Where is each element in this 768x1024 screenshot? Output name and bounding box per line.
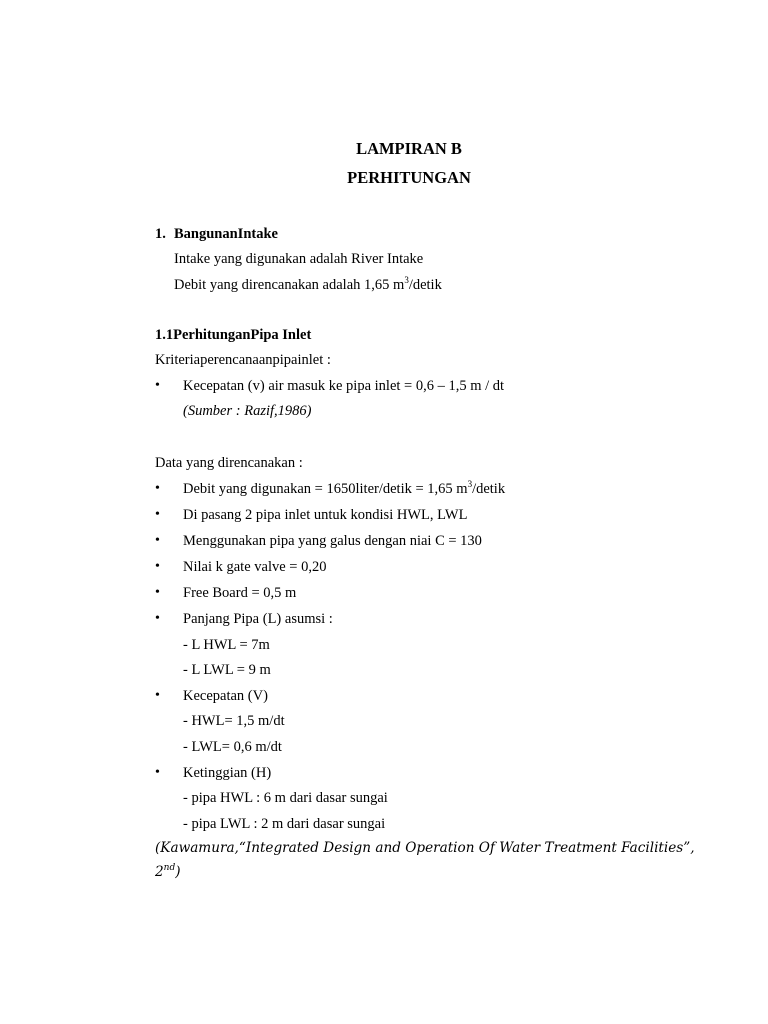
debit-used-text: Debit yang digunakan = 1650liter/detik = 1,65 $m^3$/detik [183, 479, 506, 497]
pipe-type-text: Menggunakan pipa yang galus dengan niai C = 130 [183, 533, 482, 549]
bullet-icon: • [155, 559, 160, 574]
pipe-length-label: Panjang Pipa (L) asumsi : [183, 611, 333, 627]
height-hwl: - pipa HWL : 6 m dari dasar sungai [183, 790, 388, 806]
bullet-icon: • [155, 533, 160, 548]
gate-valve-text: Nilai k gate valve = 0,20 [183, 559, 327, 575]
criteria-velocity-text: Kecepatan (v) air masuk ke pipa inlet = 0,6 – 1,5 m / dt [183, 378, 505, 394]
pipe-length-hwl: - L HWL = 7m [183, 637, 270, 653]
pipe-count-text: Di pasang 2 pipa inlet untuk kondisi HWL, LWL [183, 507, 468, 523]
bullet-icon: • [155, 481, 160, 496]
velocity-hwl: - HWL= 1,5 m/dt [183, 713, 285, 729]
free-board-text: Free Board = 0,5 m [183, 585, 297, 601]
velocity-lwl: - LWL= 0,6 m/dt [183, 739, 282, 755]
bullet-icon: • [155, 765, 160, 780]
velocity-label: Kecepatan (V) [183, 688, 268, 704]
criteria-label: Kriteriaperencanaanpipainlet : [155, 352, 331, 368]
data-label: Data yang direncanakan : [155, 455, 303, 471]
section-1-number: 1. [155, 226, 166, 242]
bullet-icon: • [155, 378, 160, 393]
source-citation: (Sumber : Razif,1986) [183, 403, 312, 419]
bullet-icon: • [155, 507, 160, 522]
page-subtitle: PERHITUNGAN [347, 168, 471, 187]
debit-plan-text: Debit yang direncanakan adalah 1,65 $m^3$/detik [174, 275, 442, 293]
height-label: Ketinggian (H) [183, 765, 272, 781]
bullet-icon: • [155, 611, 160, 626]
bullet-icon: • [155, 688, 160, 703]
page-title: LAMPIRAN B [356, 139, 462, 158]
section-1-heading: BangunanIntake [174, 226, 278, 242]
intake-type-text: Intake yang digunakan adalah River Intake [174, 251, 424, 267]
section-1-1-heading: 1.1PerhitunganPipa Inlet [155, 327, 312, 343]
pipe-length-lwl: - L LWL = 9 m [183, 662, 271, 678]
bullet-icon: • [155, 585, 160, 600]
height-lwl: - pipa LWL : 2 m dari dasar sungai [183, 816, 386, 832]
reference-line-2: 2nd) [155, 863, 181, 880]
reference-line-1: (Kawamura,“Integrated Design and Operation Of Water Treatment Facilities”, [155, 840, 695, 856]
